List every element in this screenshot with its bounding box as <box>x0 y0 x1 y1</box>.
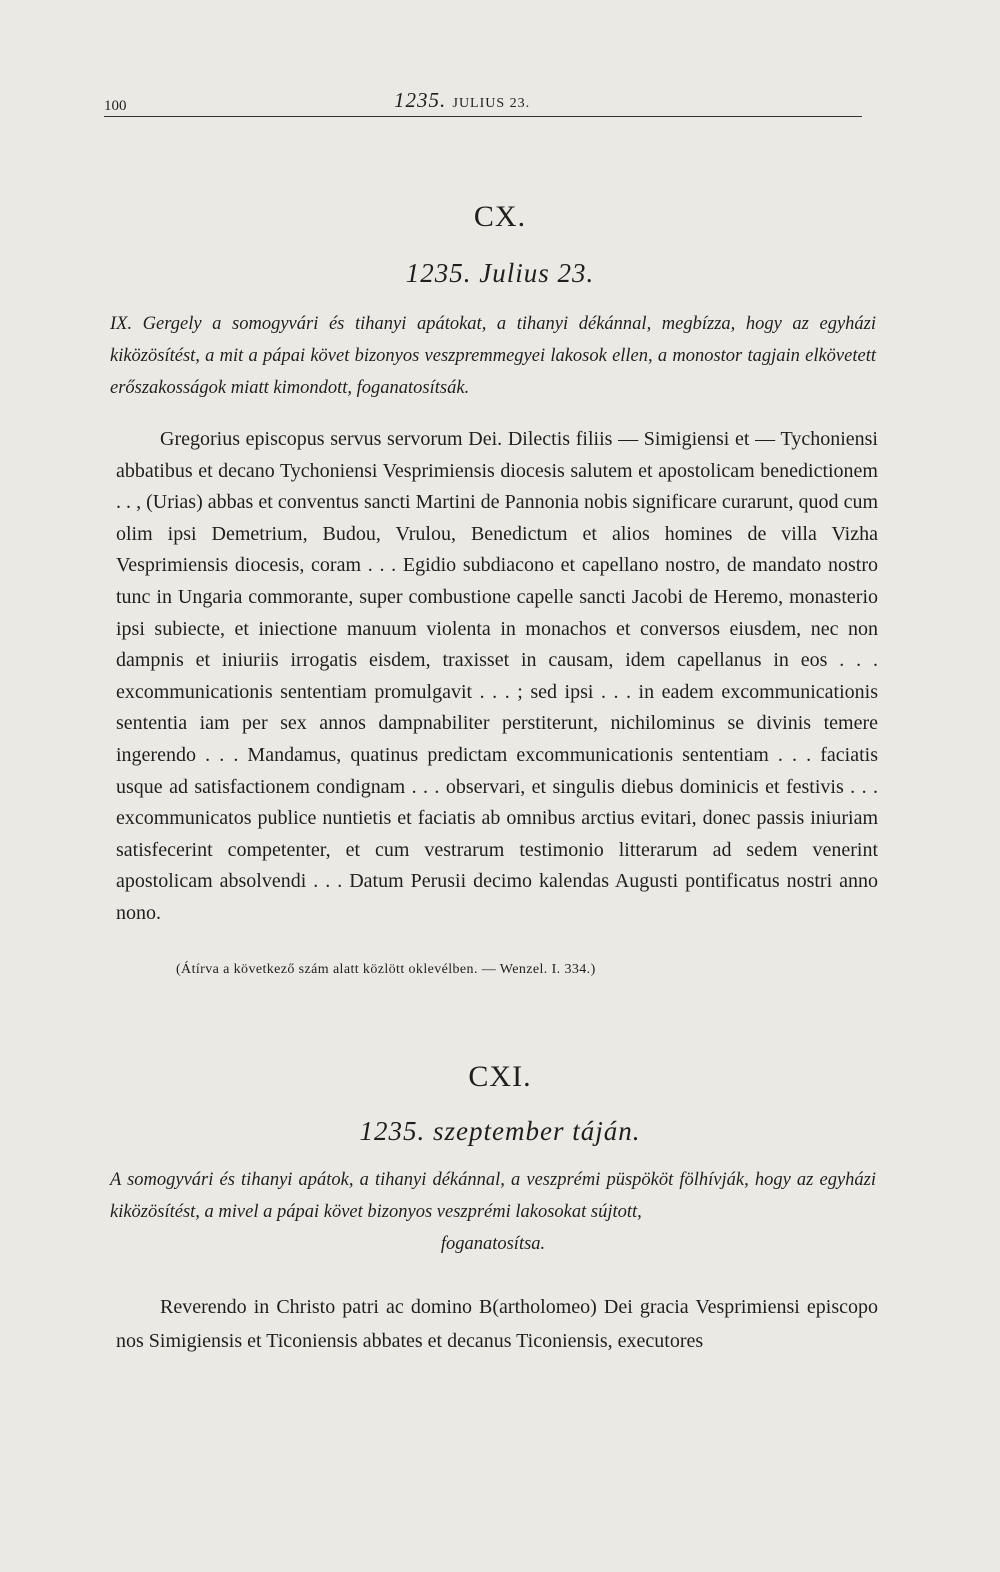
document-date-cx: 1235. Julius 23. <box>405 258 595 288</box>
document-date-cxi: 1235. szeptember táján. <box>359 1116 641 1146</box>
regest-cxi <box>110 1164 876 1260</box>
regest-last-line: foganatosítsa. <box>440 1234 546 1254</box>
page-header <box>104 86 862 117</box>
charter-paragraph: Gregorius episcopus servus servorum Dei. Dilectis filiis — Simigiensi et — Tychoniensi abbatibus et decano Tychoniensi Vesprimiensis diocesis salutem et apostolicam benedictionem . . , (Urias) abbas et conventus sancti Martini de Pannonia nobis significare curarunt, quod cum olim ipsi Demetrium, Budou, Vrulou, Benedictum et alios homines de villa Vizha Vesprimiensis diocesis, coram . . . Egidio subdiacono et capellano nostro, de mandato nostro tunc in Ungaria commorante, super combustione capelle sancti Jacobi de Heremo, monasterio ipsi subiecte, et iniectione manuum violenta in monachos et conversos eiusdem, nec non dampnis et iniuriis irrogatis eisdem, traxisset in causam, idem capellanus in eos . . . excommunicationis sententiam promulgavit . . . ; sed ipsi . . . in eadem excommunicationis sententia iam per sex annos dampnabiliter perstiterunt, nichilominus se divinis temere ingerendo . . . Mandamus, quatinus predictam excommunicationis sententiam . . . faciatis usque ad satisfactionem condignam . . . observari, et singulis diebus dominicis et festivis . . . excommunicatos publice nuntietis et faciatis ab omnibus arctius evitari, donec passis iniuriam satisfecerint competenter, et cum vestrarum testimonio litterarum ad sedem venerint apostolicam absolvendi . . . Datum Perusii decimo kalendas Augusti pontificatus nostri anno nono. <box>116 428 878 924</box>
source-note-cx: (Átírva a következő szám alatt közlött oklevélben. — Wenzel. I. 334.) <box>176 962 596 977</box>
regest-text: A somogyvári és tihanyi apátok, a tihanyi dékánnal, a veszprémi püspököt fölhívják, hogy az egyházi kiközösítést, a mivel a pápai követ bizonyos veszprémi lakosokat sújtott, <box>110 1170 876 1222</box>
charter-text-cx <box>116 424 878 930</box>
charter-text-cxi <box>116 1290 878 1358</box>
running-head-year: 1235. <box>394 88 447 112</box>
regest-cx: IX. Gergely a somogyvári és tihanyi apátokat, a tihanyi dékánnal, megbízza, hogy az egyházi kiközösítést, a mit a pápai követ bizonyos veszpremmegyei lakosok ellen, a monostor tagjain elkövetett erőszakosságok miatt kimondott, foganatosítsák. <box>110 314 876 398</box>
running-head <box>394 88 530 113</box>
charter-paragraph: Reverendo in Christo patri ac domino B(artholomeo) Dei gracia Vesprimiensi episcopo nos Simigiensis et Ticoniensis abbates et decanus Ticoniensis, executores <box>116 1296 878 1352</box>
document-number-cx: CX. <box>473 200 527 233</box>
document-number-cxi: CXI. <box>468 1060 532 1093</box>
page-number: 100 <box>104 98 127 114</box>
running-head-date: JULIUS 23. <box>452 96 531 111</box>
